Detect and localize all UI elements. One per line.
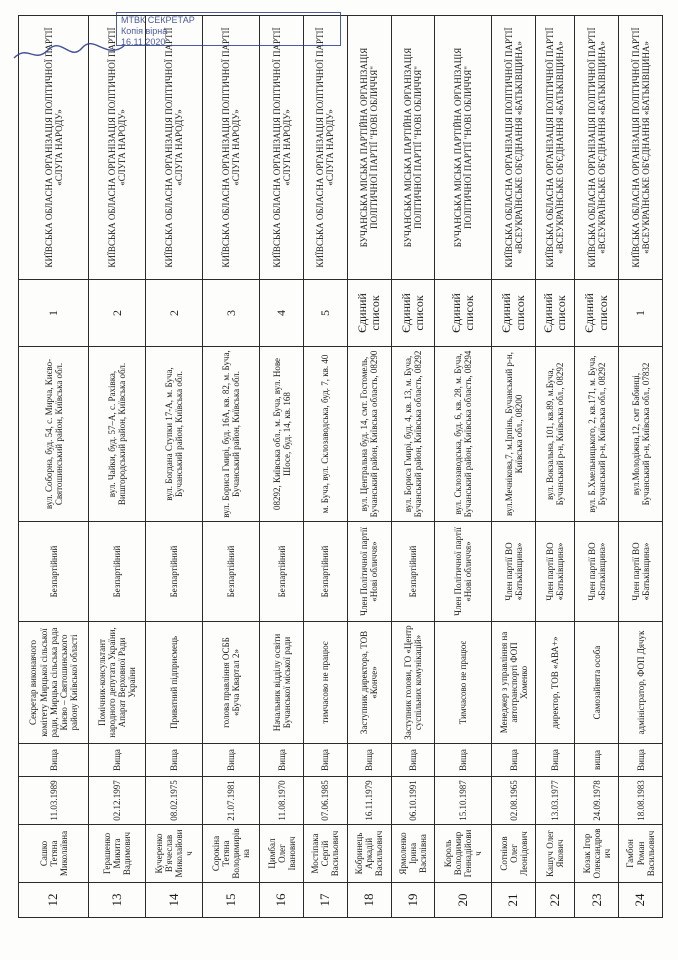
cell-name: Цимбал Олег Іванович <box>260 825 304 883</box>
cell-birth: 16.11.1979 <box>347 777 391 825</box>
cell-birth: 06.10.1991 <box>391 777 435 825</box>
cell-name: Ярмоленко Ірина Василівна <box>391 825 435 883</box>
cell-party: Член партії ВО «Батьківщина» <box>575 522 619 622</box>
cell-name: Сашко Тетяна Миколаївна <box>19 825 89 883</box>
cell-nominator: КИЇВСЬКА ОБЛАСНА ОРГАНІЗАЦІЯ ПОЛІТИЧНОЇ ПАРТІЇ «ВСЕУКРАЇНСЬКЕ ОБ'ЄДНАННЯ «БАТЬКІВЩИНА» <box>619 16 663 280</box>
cell-birth: 21.07.1981 <box>203 777 260 825</box>
rotated-table-wrapper <box>18 16 663 918</box>
table-row <box>435 16 492 918</box>
cell-birth: 15.10.1987 <box>435 777 492 825</box>
cell-address: вул. Бориса Гмирі, буд. 16А, кв. 82, м. Буча, Бучанський район, Київська обл. <box>203 347 260 522</box>
cell-name: Герашенко Микита Вадимович <box>89 825 146 883</box>
official-stamp <box>116 12 341 46</box>
table-row <box>492 16 536 918</box>
cell-party: Член партії ВО «Батьківщина» <box>536 522 575 622</box>
cell-address: вул.Мечнікова,7, м.Ірпінь, Бучанський р-н, Київська обл., 08200 <box>492 347 536 522</box>
cell-nominator: КИЇВСЬКА ОБЛАСНА ОРГАНІЗАЦІЯ ПОЛІТИЧНОЇ ПАРТІЇ «СЛУГА НАРОДУ» <box>89 16 146 280</box>
cell-rank: Єдиний список <box>536 280 575 347</box>
cell-job: Самозайнята особа <box>575 622 619 744</box>
table-row <box>347 16 391 918</box>
cell-name: Король Володимир Геннадійович <box>435 825 492 883</box>
cell-nominator: КИЇВСЬКА ОБЛАСНА ОРГАНІЗАЦІЯ ПОЛІТИЧНОЇ ПАРТІЇ «ВСЕУКРАЇНСЬКЕ ОБ'ЄДНАННЯ «БАТЬКІВЩИНА» <box>492 16 536 280</box>
table-row <box>619 16 663 918</box>
cell-education: Вища <box>146 744 203 777</box>
cell-address: вул. Соборна, буд. 54, с. Мирча, Києво-Святошинський район, Київська обл. <box>19 347 89 522</box>
cell-rank: 2 <box>146 280 203 347</box>
cell-education: Вища <box>260 744 304 777</box>
cell-nominator: БУЧАНСЬКА МІСЬКА ПАРТІЙНА ОРГАНІЗАЦІЯ ПОЛІТИЧНОЇ ПАРТІЇ "НОВІ ОБЛИЧЧЯ" <box>347 16 391 280</box>
cell-job: голова правління ОСББ «Буча Квартал 2» <box>203 622 260 744</box>
cell-name: Сотніков Олег Леонідович <box>492 825 536 883</box>
cell-address: вул. Центральна буд. 14, смт. Гостомель, Бучанський район, Київська область, 08290 <box>347 347 391 522</box>
cell-education: Вища <box>435 744 492 777</box>
cell-rank: Єдиний список <box>435 280 492 347</box>
cell-education: Вища <box>492 744 536 777</box>
cell-party: Безпартійний <box>19 522 89 622</box>
cell-num: 19 <box>391 883 435 918</box>
cell-rank: 1 <box>619 280 663 347</box>
cell-num: 13 <box>89 883 146 918</box>
cell-job: Начальник відділу освіти Бучанської міської ради <box>260 622 304 744</box>
cell-job: Помічник-консультант народного депутата України, Апарат Верховної Ради України <box>89 622 146 744</box>
cell-num: 21 <box>492 883 536 918</box>
cell-nominator: КИЇВСЬКА ОБЛАСНА ОРГАНІЗАЦІЯ ПОЛІТИЧНОЇ ПАРТІЇ «ВСЕУКРАЇНСЬКЕ ОБ'ЄДНАННЯ «БАТЬКІВЩИНА» <box>575 16 619 280</box>
cell-job: тимчасово не працює <box>304 622 348 744</box>
cell-address: вул. Склозаводська, буд. 6, кв. 28, м. Буча, Бучанський район, Київська область, 08294 <box>435 347 492 522</box>
cell-education: Вища <box>347 744 391 777</box>
cell-education: Вища <box>536 744 575 777</box>
cell-num: 23 <box>575 883 619 918</box>
cell-rank: Єдиний список <box>575 280 619 347</box>
cell-education: Вища <box>203 744 260 777</box>
cell-address: вул. Б.Хмельницького, 2, кв.171, м. Буча, Бучанський р-н, Київська обл., 08292 <box>575 347 619 522</box>
table-row <box>391 16 435 918</box>
table-row <box>146 16 203 918</box>
stamp-line-2: Копія вірна <box>121 25 168 36</box>
cell-birth: 02.08.1965 <box>492 777 536 825</box>
cell-party: Безпартійний <box>89 522 146 622</box>
cell-nominator: КИЇВСЬКА ОБЛАСНА ОРГАНІЗАЦІЯ ПОЛІТИЧНОЇ ПАРТІЇ «СЛУГА НАРОДУ» <box>304 16 348 280</box>
cell-address: вул. Бориса Гмирі, буд. 4, кв. 13, м. Буча, Бучанський район, Київська область, 08292 <box>391 347 435 522</box>
signature-scribble <box>10 40 130 66</box>
table-body <box>19 16 663 918</box>
cell-party: Безпартійний <box>391 522 435 622</box>
table-row <box>536 16 575 918</box>
cell-birth: 11.08.1970 <box>260 777 304 825</box>
cell-num: 22 <box>536 883 575 918</box>
cell-num: 15 <box>203 883 260 918</box>
cell-party: Безпартійний <box>146 522 203 622</box>
cell-name: Мостіпака Сергій Васильович <box>304 825 348 883</box>
cell-num: 14 <box>146 883 203 918</box>
cell-nominator: КИЇВСЬКА ОБЛАСНА ОРГАНІЗАЦІЯ ПОЛІТИЧНОЇ ПАРТІЇ «СЛУГА НАРОДУ» <box>146 16 203 280</box>
cell-education: Вища <box>391 744 435 777</box>
cell-job: Тимчасово не працює <box>435 622 492 744</box>
cell-birth: 18.08.1983 <box>619 777 663 825</box>
cell-job: адміністратор, ФОП Дячук <box>619 622 663 744</box>
cell-birth: 13.03.1977 <box>536 777 575 825</box>
cell-party: Член партії ВО «Батьківщина» <box>619 522 663 622</box>
cell-birth: 11.03.1989 <box>19 777 89 825</box>
cell-address: вул. Вокзальна, 101, кв.89, м.Буча, Бучанський р-н, Київська обл., 08292 <box>536 347 575 522</box>
cell-education: вища <box>575 744 619 777</box>
cell-num: 16 <box>260 883 304 918</box>
cell-rank: Єдиний список <box>347 280 391 347</box>
cell-name: Гамбон Роман Васильович <box>619 825 663 883</box>
cell-name: Кобрин​ець Аркадій Васильович <box>347 825 391 883</box>
cell-nominator: КИЇВСЬКА ОБЛАСНА ОРГАНІЗАЦІЯ ПОЛІТИЧНОЇ ПАРТІЇ «СЛУГА НАРОДУ» <box>19 16 89 280</box>
cell-rank: 1 <box>19 280 89 347</box>
cell-rank: 5 <box>304 280 348 347</box>
cell-num: 24 <box>619 883 663 918</box>
cell-name: Кучеренко В'ячеслав Миколайович <box>146 825 203 883</box>
cell-job: директор, ТОВ «АВА+» <box>536 622 575 744</box>
cell-birth: 08.02.1975 <box>146 777 203 825</box>
cell-job: Секретар виконавчого комітету Мирцької сільської ради, Мирцька сільська рада Києво – Святошинського району Київської області <box>19 622 89 744</box>
cell-rank: 3 <box>203 280 260 347</box>
table-row <box>203 16 260 918</box>
cell-nominator: БУЧАНСЬКА МІСЬКА ПАРТІЙНА ОРГАНІЗАЦІЯ ПОЛІТИЧНОЇ ПАРТІЇ "НОВІ ОБЛИЧЧЯ" <box>435 16 492 280</box>
cell-address: вул.Молодіжна,12, смт Бабинці, Бучанський р-н, Київська обл., 07832 <box>619 347 663 522</box>
cell-education: Вища <box>619 744 663 777</box>
cell-nominator: БУЧАНСЬКА МІСЬКА ПАРТІЙНА ОРГАНІЗАЦІЯ ПОЛІТИЧНОЇ ПАРТІЇ "НОВІ ОБЛИЧЧЯ" <box>391 16 435 280</box>
table-row <box>575 16 619 918</box>
cell-education: Вища <box>304 744 348 777</box>
cell-birth: 24.09.1978 <box>575 777 619 825</box>
cell-job: Заступник голови, ГО «Центр суспільних комунікацій» <box>391 622 435 744</box>
cell-num: 12 <box>19 883 89 918</box>
cell-address: 08292, Київська обл., м. Буча, вул. Нове Шосе, буд. 14, кв. 168 <box>260 347 304 522</box>
cell-num: 17 <box>304 883 348 918</box>
cell-name: Кашуч Олег Якович <box>536 825 575 883</box>
cell-party: Член Політичної партії «Нові обличчя» <box>347 522 391 622</box>
table-row <box>260 16 304 918</box>
table-row <box>304 16 348 918</box>
cell-education: Вища <box>89 744 146 777</box>
cell-name: Сорокіна Тетяна Володимирівна <box>203 825 260 883</box>
stamp-line-3: 16.11.2020 <box>121 36 166 47</box>
stamp-line-1: МТВК СЕКРЕТАР <box>121 15 195 25</box>
cell-job: Менеджер з управління на автотранспорті ФОП Хоменко <box>492 622 536 744</box>
cell-rank: Єдиний список <box>391 280 435 347</box>
cell-rank: 4 <box>260 280 304 347</box>
cell-rank: Єдиний список <box>492 280 536 347</box>
cell-num: 18 <box>347 883 391 918</box>
cell-nominator: КИЇВСЬКА ОБЛАСНА ОРГАНІЗАЦІЯ ПОЛІТИЧНОЇ ПАРТІЇ «СЛУГА НАРОДУ» <box>260 16 304 280</box>
cell-party: Безпартійний <box>304 522 348 622</box>
cell-birth: 07.06.1985 <box>304 777 348 825</box>
cell-job: Приватний підприємець <box>146 622 203 744</box>
cell-party: Член Політичної партії «Нові обличчя» <box>435 522 492 622</box>
cell-party: Безпартійний <box>203 522 260 622</box>
cell-name: Козак Ігор Олександрович <box>575 825 619 883</box>
cell-party: Член партії ВО «Батьківщина» <box>492 522 536 622</box>
candidates-table <box>18 15 663 918</box>
cell-birth: 02.12.1997 <box>89 777 146 825</box>
cell-num: 20 <box>435 883 492 918</box>
cell-party: Безпартійний <box>260 522 304 622</box>
cell-address: вул. Чайки, буд. 57–А, с. Рахівка, Вишгородський район, Київська обл. <box>89 347 146 522</box>
cell-rank: 2 <box>89 280 146 347</box>
cell-nominator: КИЇВСЬКА ОБЛАСНА ОРГАНІЗАЦІЯ ПОЛІТИЧНОЇ ПАРТІЇ «СЛУГА НАРОДУ» <box>203 16 260 280</box>
table-row <box>89 16 146 918</box>
cell-education: Вища <box>19 744 89 777</box>
cell-address: м. Буча, вул. Склозаводська, буд. 7, кв. 40 <box>304 347 348 522</box>
table-row <box>19 16 89 918</box>
cell-address: вул. Богдана Ступки 17-А, м. Буча, Бучанський район, Київська обл. <box>146 347 203 522</box>
cell-nominator: КИЇВСЬКА ОБЛАСНА ОРГАНІЗАЦІЯ ПОЛІТИЧНОЇ ПАРТІЇ «ВСЕУКРАЇНСЬКЕ ОБ'ЄДНАННЯ «БАТЬКІВЩИНА» <box>536 16 575 280</box>
cell-job: Заступник директора, ТОВ «Конче» <box>347 622 391 744</box>
